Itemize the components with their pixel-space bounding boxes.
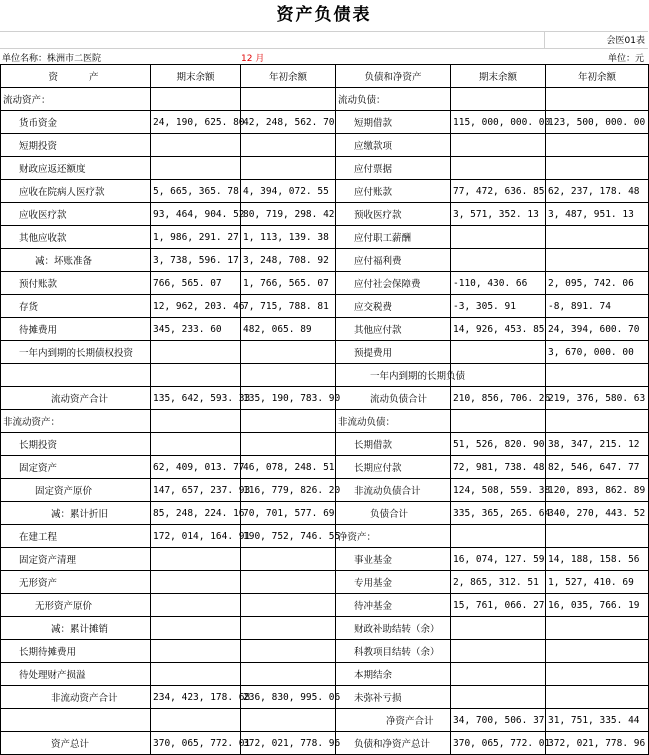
- asset-begin-balance-cell[interactable]: [241, 410, 336, 433]
- liability-item-cell[interactable]: 未弥补亏损: [336, 686, 451, 709]
- asset-end-balance-cell[interactable]: 3, 738, 596. 17: [151, 249, 241, 272]
- asset-begin-balance-cell[interactable]: 116, 779, 826. 20: [241, 479, 336, 502]
- liability-item-cell[interactable]: 其他应付款: [336, 318, 451, 341]
- asset-end-balance-cell[interactable]: 12, 962, 203. 46: [151, 295, 241, 318]
- asset-end-balance-cell[interactable]: 62, 409, 013. 77: [151, 456, 241, 479]
- header-liabilities-begin[interactable]: 年初余额: [546, 65, 649, 88]
- liability-item-cell[interactable]: 待冲基金: [336, 594, 451, 617]
- asset-item-cell[interactable]: 固定资产清理: [1, 548, 151, 571]
- table-row: [1, 456, 649, 479]
- table-row: [1, 571, 649, 594]
- liability-item-cell[interactable]: 应交税费: [336, 295, 451, 318]
- liability-end-balance-cell[interactable]: [451, 640, 546, 663]
- asset-item-cell[interactable]: 长期投资: [1, 433, 151, 456]
- asset-end-balance-cell[interactable]: [151, 157, 241, 180]
- table-row: [1, 709, 649, 732]
- asset-item-cell[interactable]: 其他应收款: [1, 226, 151, 249]
- liability-begin-balance-cell[interactable]: [546, 157, 649, 180]
- liability-item-cell[interactable]: 应付职工薪酬: [336, 226, 451, 249]
- liability-begin-balance-cell[interactable]: 3, 487, 951. 13: [546, 203, 649, 226]
- liability-item-cell[interactable]: 非流动负债合计: [336, 479, 451, 502]
- asset-end-balance-cell[interactable]: 172, 014, 164. 91: [151, 525, 241, 548]
- liability-begin-balance-cell[interactable]: 3, 670, 000. 00: [546, 341, 649, 364]
- form-code: 会医01表: [606, 36, 645, 46]
- asset-begin-balance-cell[interactable]: 3, 248, 708. 92: [241, 249, 336, 272]
- liability-end-balance-cell[interactable]: 370, 065, 772. 01: [451, 732, 546, 755]
- asset-begin-balance-cell[interactable]: 4, 394, 072. 55: [241, 180, 336, 203]
- liability-begin-balance-cell[interactable]: [546, 88, 649, 111]
- liability-item-cell[interactable]: 非流动负债：: [336, 410, 451, 433]
- table-row: [1, 180, 649, 203]
- asset-item-cell[interactable]: 短期投资: [1, 134, 151, 157]
- header-liabilities-end[interactable]: 期末余额: [451, 65, 546, 88]
- asset-end-balance-cell[interactable]: 135, 642, 593. 33: [151, 387, 241, 410]
- table-row: [1, 226, 649, 249]
- liability-begin-balance-cell[interactable]: [546, 134, 649, 157]
- asset-begin-balance-cell[interactable]: 135, 190, 783. 90: [241, 387, 336, 410]
- asset-item-cell[interactable]: 减：累计摊销: [1, 617, 151, 640]
- asset-item-cell[interactable]: 固定资产原价: [1, 479, 151, 502]
- asset-begin-balance-cell[interactable]: [241, 341, 336, 364]
- liability-begin-balance-cell[interactable]: [546, 226, 649, 249]
- liability-end-balance-cell[interactable]: 14, 926, 453. 85: [451, 318, 546, 341]
- asset-item-cell[interactable]: 无形资产: [1, 571, 151, 594]
- asset-item-cell[interactable]: 待处理财产损溢: [1, 663, 151, 686]
- table-row: [1, 433, 649, 456]
- liability-end-balance-cell[interactable]: 72, 981, 738. 48: [451, 456, 546, 479]
- asset-item-cell[interactable]: 资产总计: [1, 732, 151, 755]
- unit-name: 单位名称：株洲市二医院: [2, 54, 102, 64]
- asset-end-balance-cell[interactable]: [151, 640, 241, 663]
- table-row: [1, 318, 649, 341]
- asset-begin-balance-cell[interactable]: [241, 663, 336, 686]
- asset-item-cell[interactable]: 流动资产：: [1, 88, 151, 111]
- table-row: [1, 594, 649, 617]
- liability-begin-balance-cell[interactable]: 120, 893, 862. 89: [546, 479, 649, 502]
- table-row: [1, 502, 649, 525]
- header-liabilities[interactable]: 负债和净资产: [336, 65, 451, 88]
- liability-begin-balance-cell[interactable]: 372, 021, 778. 96: [546, 732, 649, 755]
- table-row: [1, 295, 649, 318]
- liability-begin-balance-cell[interactable]: 2, 095, 742. 06: [546, 272, 649, 295]
- asset-begin-balance-cell[interactable]: 1, 766, 565. 07: [241, 272, 336, 295]
- asset-end-balance-cell[interactable]: [151, 548, 241, 571]
- asset-end-balance-cell[interactable]: [151, 433, 241, 456]
- asset-begin-balance-cell[interactable]: 372, 021, 778. 96: [241, 732, 336, 755]
- liability-end-balance-cell[interactable]: 77, 472, 636. 85: [451, 180, 546, 203]
- liability-begin-balance-cell[interactable]: [546, 617, 649, 640]
- asset-end-balance-cell[interactable]: 1, 986, 291. 27: [151, 226, 241, 249]
- asset-begin-balance-cell[interactable]: 482, 065. 89: [241, 318, 336, 341]
- asset-item-cell[interactable]: 无形资产原价: [1, 594, 151, 617]
- table-row: [1, 617, 649, 640]
- asset-item-cell[interactable]: 非流动资产合计: [1, 686, 151, 709]
- asset-begin-balance-cell[interactable]: 236, 830, 995. 06: [241, 686, 336, 709]
- table-row: [1, 88, 649, 111]
- liability-end-balance-cell[interactable]: [451, 88, 546, 111]
- asset-begin-balance-cell[interactable]: [241, 617, 336, 640]
- sheet-title: 资产负债表: [276, 5, 372, 25]
- header-row: [1, 65, 649, 88]
- asset-item-cell[interactable]: 待摊费用: [1, 318, 151, 341]
- asset-begin-balance-cell[interactable]: [241, 548, 336, 571]
- asset-end-balance-cell[interactable]: 85, 248, 224. 16: [151, 502, 241, 525]
- liability-begin-balance-cell[interactable]: 123, 500, 000. 00: [546, 111, 649, 134]
- asset-end-balance-cell[interactable]: 234, 423, 178. 68: [151, 686, 241, 709]
- table-row: [1, 341, 649, 364]
- asset-end-balance-cell[interactable]: 93, 464, 904. 52: [151, 203, 241, 226]
- liability-end-balance-cell[interactable]: 51, 526, 820. 90: [451, 433, 546, 456]
- liability-end-balance-cell[interactable]: 124, 508, 559. 38: [451, 479, 546, 502]
- liability-end-balance-cell[interactable]: 115, 000, 000. 00: [451, 111, 546, 134]
- table-row: [1, 203, 649, 226]
- form-code-row: [0, 31, 648, 48]
- asset-begin-balance-cell[interactable]: 70, 701, 577. 69: [241, 502, 336, 525]
- report-period: 12 月: [241, 54, 265, 64]
- liability-item-cell[interactable]: 净资产合计: [336, 709, 451, 732]
- liability-begin-balance-cell[interactable]: 14, 188, 158. 56: [546, 548, 649, 571]
- header-assets-end[interactable]: 期末余额: [151, 65, 241, 88]
- asset-end-balance-cell[interactable]: [151, 364, 241, 387]
- asset-begin-balance-cell[interactable]: [241, 88, 336, 111]
- liability-begin-balance-cell[interactable]: 16, 035, 766. 19: [546, 594, 649, 617]
- table-row: [1, 640, 649, 663]
- liability-end-balance-cell[interactable]: 335, 365, 265. 64: [451, 502, 546, 525]
- liability-end-balance-cell[interactable]: 3, 571, 352. 13: [451, 203, 546, 226]
- liability-end-balance-cell[interactable]: [451, 226, 546, 249]
- liability-item-cell[interactable]: 净资产：: [336, 525, 451, 548]
- liability-begin-balance-cell[interactable]: -8, 891. 74: [546, 295, 649, 318]
- asset-begin-balance-cell[interactable]: 7, 715, 788. 81: [241, 295, 336, 318]
- liability-item-cell[interactable]: 预提费用: [336, 341, 451, 364]
- liability-end-balance-cell[interactable]: [451, 617, 546, 640]
- header-assets[interactable]: 资 产: [1, 65, 151, 88]
- asset-item-cell[interactable]: 应收在院病人医疗款: [1, 180, 151, 203]
- asset-end-balance-cell[interactable]: [151, 341, 241, 364]
- liability-end-balance-cell[interactable]: [451, 663, 546, 686]
- liability-item-cell[interactable]: 应付福利费: [336, 249, 451, 272]
- asset-begin-balance-cell[interactable]: 46, 078, 248. 51: [241, 456, 336, 479]
- liability-end-balance-cell[interactable]: [451, 525, 546, 548]
- asset-end-balance-cell[interactable]: 24, 190, 625. 80: [151, 111, 241, 134]
- liability-item-cell[interactable]: 预收医疗款: [336, 203, 451, 226]
- asset-item-cell[interactable]: 一年内到期的长期债权投资: [1, 341, 151, 364]
- liability-end-balance-cell[interactable]: -110, 430. 66: [451, 272, 546, 295]
- table-row: [1, 410, 649, 433]
- asset-item-cell[interactable]: 货币资金: [1, 111, 151, 134]
- liability-end-balance-cell[interactable]: 210, 856, 706. 26: [451, 387, 546, 410]
- liability-item-cell[interactable]: 短期借款: [336, 111, 451, 134]
- asset-begin-balance-cell[interactable]: 1, 113, 139. 38: [241, 226, 336, 249]
- liability-begin-balance-cell[interactable]: 62, 237, 178. 48: [546, 180, 649, 203]
- liability-item-cell[interactable]: 应付账款: [336, 180, 451, 203]
- asset-item-cell[interactable]: 长期待摊费用: [1, 640, 151, 663]
- liability-item-cell[interactable]: 专用基金: [336, 571, 451, 594]
- asset-begin-balance-cell[interactable]: [241, 433, 336, 456]
- liability-end-balance-cell[interactable]: -3, 305. 91: [451, 295, 546, 318]
- asset-begin-balance-cell[interactable]: 42, 248, 562. 70: [241, 111, 336, 134]
- asset-begin-balance-cell[interactable]: [241, 134, 336, 157]
- asset-begin-balance-cell[interactable]: [241, 709, 336, 732]
- liability-end-balance-cell[interactable]: [451, 410, 546, 433]
- asset-begin-balance-cell[interactable]: [241, 364, 336, 387]
- asset-end-balance-cell[interactable]: 5, 665, 365. 78: [151, 180, 241, 203]
- asset-end-balance-cell[interactable]: 370, 065, 772. 01: [151, 732, 241, 755]
- asset-begin-balance-cell[interactable]: 80, 719, 298. 42: [241, 203, 336, 226]
- liability-item-cell[interactable]: 负债合计: [336, 502, 451, 525]
- liability-begin-balance-cell[interactable]: [546, 640, 649, 663]
- liability-begin-balance-cell[interactable]: 340, 270, 443. 52: [546, 502, 649, 525]
- asset-item-cell[interactable]: 预付账款: [1, 272, 151, 295]
- form-code-cell[interactable]: [544, 32, 649, 48]
- asset-end-balance-cell[interactable]: [151, 617, 241, 640]
- liability-item-cell[interactable]: 事业基金: [336, 548, 451, 571]
- table-row: [1, 157, 649, 180]
- liability-item-cell[interactable]: 应付票据: [336, 157, 451, 180]
- liability-item-cell[interactable]: 流动负债：: [336, 88, 451, 111]
- asset-item-cell[interactable]: 流动资产合计: [1, 387, 151, 410]
- table-row: [1, 686, 649, 709]
- liability-begin-balance-cell[interactable]: [546, 364, 649, 387]
- asset-end-balance-cell[interactable]: 766, 565. 07: [151, 272, 241, 295]
- liability-end-balance-cell[interactable]: [451, 134, 546, 157]
- liability-end-balance-cell[interactable]: 16, 074, 127. 59: [451, 548, 546, 571]
- asset-end-balance-cell[interactable]: [151, 571, 241, 594]
- asset-item-cell[interactable]: 财政应返还额度: [1, 157, 151, 180]
- liability-begin-balance-cell[interactable]: [546, 410, 649, 433]
- liability-item-cell[interactable]: 应付社会保障费: [336, 272, 451, 295]
- liability-begin-balance-cell[interactable]: 24, 394, 600. 70: [546, 318, 649, 341]
- table-row: [1, 663, 649, 686]
- liability-item-cell[interactable]: 负债和净资产总计: [336, 732, 451, 755]
- table-row: [1, 111, 649, 134]
- liability-begin-balance-cell[interactable]: 31, 751, 335. 44: [546, 709, 649, 732]
- asset-item-cell[interactable]: 减：坏账准备: [1, 249, 151, 272]
- table-row: [1, 548, 649, 571]
- asset-item-cell[interactable]: [1, 709, 151, 732]
- asset-item-cell[interactable]: 固定资产: [1, 456, 151, 479]
- liability-end-balance-cell[interactable]: [451, 341, 546, 364]
- asset-item-cell[interactable]: [1, 364, 151, 387]
- liability-begin-balance-cell[interactable]: [546, 686, 649, 709]
- liability-begin-balance-cell[interactable]: 38, 347, 215. 12: [546, 433, 649, 456]
- table-row: [1, 364, 649, 387]
- liability-begin-balance-cell[interactable]: 219, 376, 580. 63: [546, 387, 649, 410]
- liability-end-balance-cell[interactable]: 2, 865, 312. 51: [451, 571, 546, 594]
- asset-begin-balance-cell[interactable]: [241, 157, 336, 180]
- table-row: [1, 249, 649, 272]
- asset-begin-balance-cell[interactable]: [241, 640, 336, 663]
- liability-item-cell[interactable]: 财政补助结转（余）: [336, 617, 451, 640]
- liability-begin-balance-cell[interactable]: 1, 527, 410. 69: [546, 571, 649, 594]
- table-row: [1, 272, 649, 295]
- table-row: [1, 732, 649, 755]
- liability-begin-balance-cell[interactable]: [546, 663, 649, 686]
- asset-end-balance-cell[interactable]: [151, 663, 241, 686]
- asset-end-balance-cell[interactable]: [151, 410, 241, 433]
- asset-begin-balance-cell[interactable]: [241, 594, 336, 617]
- liability-item-cell[interactable]: 流动负债合计: [336, 387, 451, 410]
- table-row: [1, 134, 649, 157]
- asset-end-balance-cell[interactable]: [151, 134, 241, 157]
- balance-sheet-table: [0, 64, 649, 755]
- asset-begin-balance-cell[interactable]: [241, 571, 336, 594]
- unit-row: [0, 48, 648, 65]
- table-row: [1, 525, 649, 548]
- balance-sheet-body: [1, 65, 649, 755]
- asset-begin-balance-cell[interactable]: 190, 752, 746. 55: [241, 525, 336, 548]
- liability-end-balance-cell[interactable]: 34, 700, 506. 37: [451, 709, 546, 732]
- liability-item-cell[interactable]: 本期结余: [336, 663, 451, 686]
- liability-end-balance-cell[interactable]: [451, 686, 546, 709]
- asset-item-cell[interactable]: 非流动资产：: [1, 410, 151, 433]
- liability-begin-balance-cell[interactable]: 82, 546, 647. 77: [546, 456, 649, 479]
- asset-end-balance-cell[interactable]: [151, 88, 241, 111]
- asset-item-cell[interactable]: 减：累计折旧: [1, 502, 151, 525]
- asset-end-balance-cell[interactable]: 345, 233. 60: [151, 318, 241, 341]
- liability-end-balance-cell[interactable]: [451, 157, 546, 180]
- table-row: [1, 479, 649, 502]
- liability-item-cell[interactable]: 科教项目结转（余）: [336, 640, 451, 663]
- asset-item-cell[interactable]: 存货: [1, 295, 151, 318]
- liability-item-cell[interactable]: 长期借款: [336, 433, 451, 456]
- asset-end-balance-cell[interactable]: 147, 657, 237. 93: [151, 479, 241, 502]
- liability-begin-balance-cell[interactable]: [546, 525, 649, 548]
- asset-item-cell[interactable]: 应收医疗款: [1, 203, 151, 226]
- asset-item-cell[interactable]: 在建工程: [1, 525, 151, 548]
- liability-item-cell[interactable]: 长期应付款: [336, 456, 451, 479]
- liability-end-balance-cell[interactable]: [451, 249, 546, 272]
- asset-end-balance-cell[interactable]: [151, 594, 241, 617]
- header-assets-begin[interactable]: 年初余额: [241, 65, 336, 88]
- liability-item-cell[interactable]: 一年内到期的长期负债: [336, 364, 451, 387]
- liability-item-cell[interactable]: 应缴款项: [336, 134, 451, 157]
- currency-unit: 单位：元: [607, 54, 644, 64]
- table-row: [1, 387, 649, 410]
- asset-end-balance-cell[interactable]: [151, 709, 241, 732]
- liability-end-balance-cell[interactable]: 15, 761, 066. 27: [451, 594, 546, 617]
- liability-begin-balance-cell[interactable]: [546, 249, 649, 272]
